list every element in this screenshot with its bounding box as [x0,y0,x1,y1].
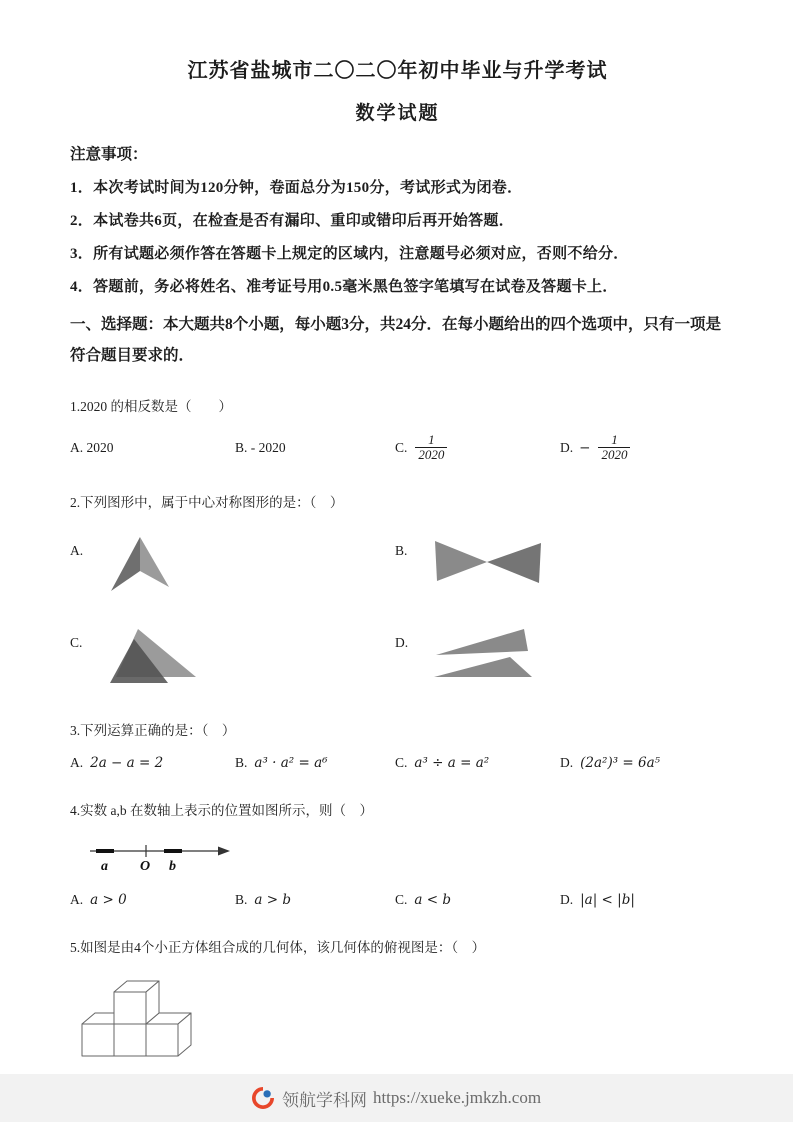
fraction-numerator: 1 [598,433,630,448]
q3-option-a-label: A. [70,754,84,770]
q2-option-b-label: B. [395,542,408,558]
q3-option-d-expression: (2a²)³ = 6a⁵ [580,754,661,771]
q3-option-c-expression: a³ ÷ a = a² [414,754,490,771]
q4-option-a-label: A. [70,891,84,907]
stacked-cubes-icon [74,972,204,1064]
two-triangles-shape-icon [434,627,534,679]
q1-option-d-label: D. [560,439,574,455]
page-subtitle: 数学试题 [355,103,440,124]
q4-option-b [235,892,395,908]
number-line-figure [84,833,725,880]
fraction-numerator: 1 [415,433,447,448]
section-heading: 一、选择题：本大题共8个小题，每小题3分，共24分．在每小题给出的四个选项中，只有一项是符合题目要求的． [70,316,722,364]
site-logo-icon [252,1087,274,1109]
minus-sign: − [579,439,591,456]
question-3-stem: 3.下列运算正确的是：（ ） [70,722,236,738]
fraction [598,433,630,463]
q4-option-b-expression: a > b [254,891,291,908]
q3-option-b [235,755,395,771]
axis-label-a: a [101,858,108,874]
overlapping-triangles-shape-icon [108,627,200,685]
q2-option-c [70,627,395,685]
question-3-options [70,755,725,771]
q3-option-a-expression: 2a − a = 2 [90,754,164,771]
q4-option-a-expression: a > 0 [90,891,127,908]
fraction-denominator: 2020 [601,447,628,463]
q2-option-d [395,627,534,679]
q2-option-a-label: A. [70,542,84,558]
fraction-denominator: 2020 [418,447,445,463]
question-2-stem: 2.下列图形中，属于中心对称图形的是：（ ） [70,494,344,510]
q4-option-b-label: B. [235,891,248,907]
question-1-stem: 1.2020 的相反数是（ ） [70,399,232,414]
q4-option-c-expression: a < b [414,891,451,908]
notice-item-1: 1．本次考试时间为120分钟，卷面总分为150分，考试形式为闭卷． [70,180,523,196]
q3-option-b-expression: a³ · a² = a⁶ [254,754,328,771]
axis-label-b: b [169,858,176,874]
q1-option-d [560,433,725,463]
cube-figure [74,972,725,1069]
watermark-footer [0,1074,793,1122]
q3-option-d [560,755,725,771]
q4-option-d [560,892,725,908]
fraction [415,433,447,463]
number-line-icon [84,833,234,875]
q4-option-c [395,892,560,908]
notice-item-3: 3．所有试题必须作答在答题卡上规定的区域内，注意题号必须对应，否则不给分． [70,246,629,262]
q2-option-c-label: C. [70,634,83,650]
axis-label-origin: O [140,858,151,874]
bowtie-shape-icon [433,535,545,585]
q2-option-d-label: D. [395,634,409,650]
dart-shape-icon [109,535,173,593]
question-5-stem: 5.如图是由4个小正方体组合成的几何体，该几何体的俯视图是：（ ） [70,939,486,955]
page-title: 江苏省盐城市二〇二〇年初中毕业与升学考试 [187,60,608,82]
question-4-stem: 4.实数 a,b 在数轴上表示的位置如图所示，则（ ） [70,802,373,818]
q1-option-c [395,433,560,463]
q3-option-c [395,755,560,771]
question-1-options [70,433,725,463]
footer-site-name: 领航学科网 [281,1090,367,1110]
q3-option-b-label: B. [235,754,248,770]
notice-heading: 注意事项： [70,146,148,163]
footer-site-url[interactable]: https://xueke.jmkzh.com [372,1088,542,1107]
q2-option-a [70,535,395,593]
q4-option-d-label: D. [560,891,574,907]
q1-option-b: B. - 2020 [235,439,286,455]
q4-option-c-label: C. [395,891,408,907]
q1-option-c-label: C. [395,439,408,455]
q3-option-c-label: C. [395,754,408,770]
q2-option-b [395,535,545,585]
q3-option-a [70,755,235,771]
notice-item-2: 2．本试卷共6页，在检查是否有漏印、重印或错印后再开始答题． [70,213,515,229]
question-2-options-row-1 [70,535,725,593]
footer-text [282,1086,541,1111]
notice-item-4: 4．答题前，务必将姓名、准考证号用0.5毫米黑色签字笔填写在试卷及答题卡上． [70,279,618,295]
question-2-options-row-2 [70,627,725,685]
q1-option-a: A. 2020 [70,439,114,455]
q4-option-a [70,892,235,908]
q4-option-d-expression: |a| < |b| [580,891,635,908]
q3-option-d-label: D. [560,754,574,770]
question-4-options [70,892,725,908]
